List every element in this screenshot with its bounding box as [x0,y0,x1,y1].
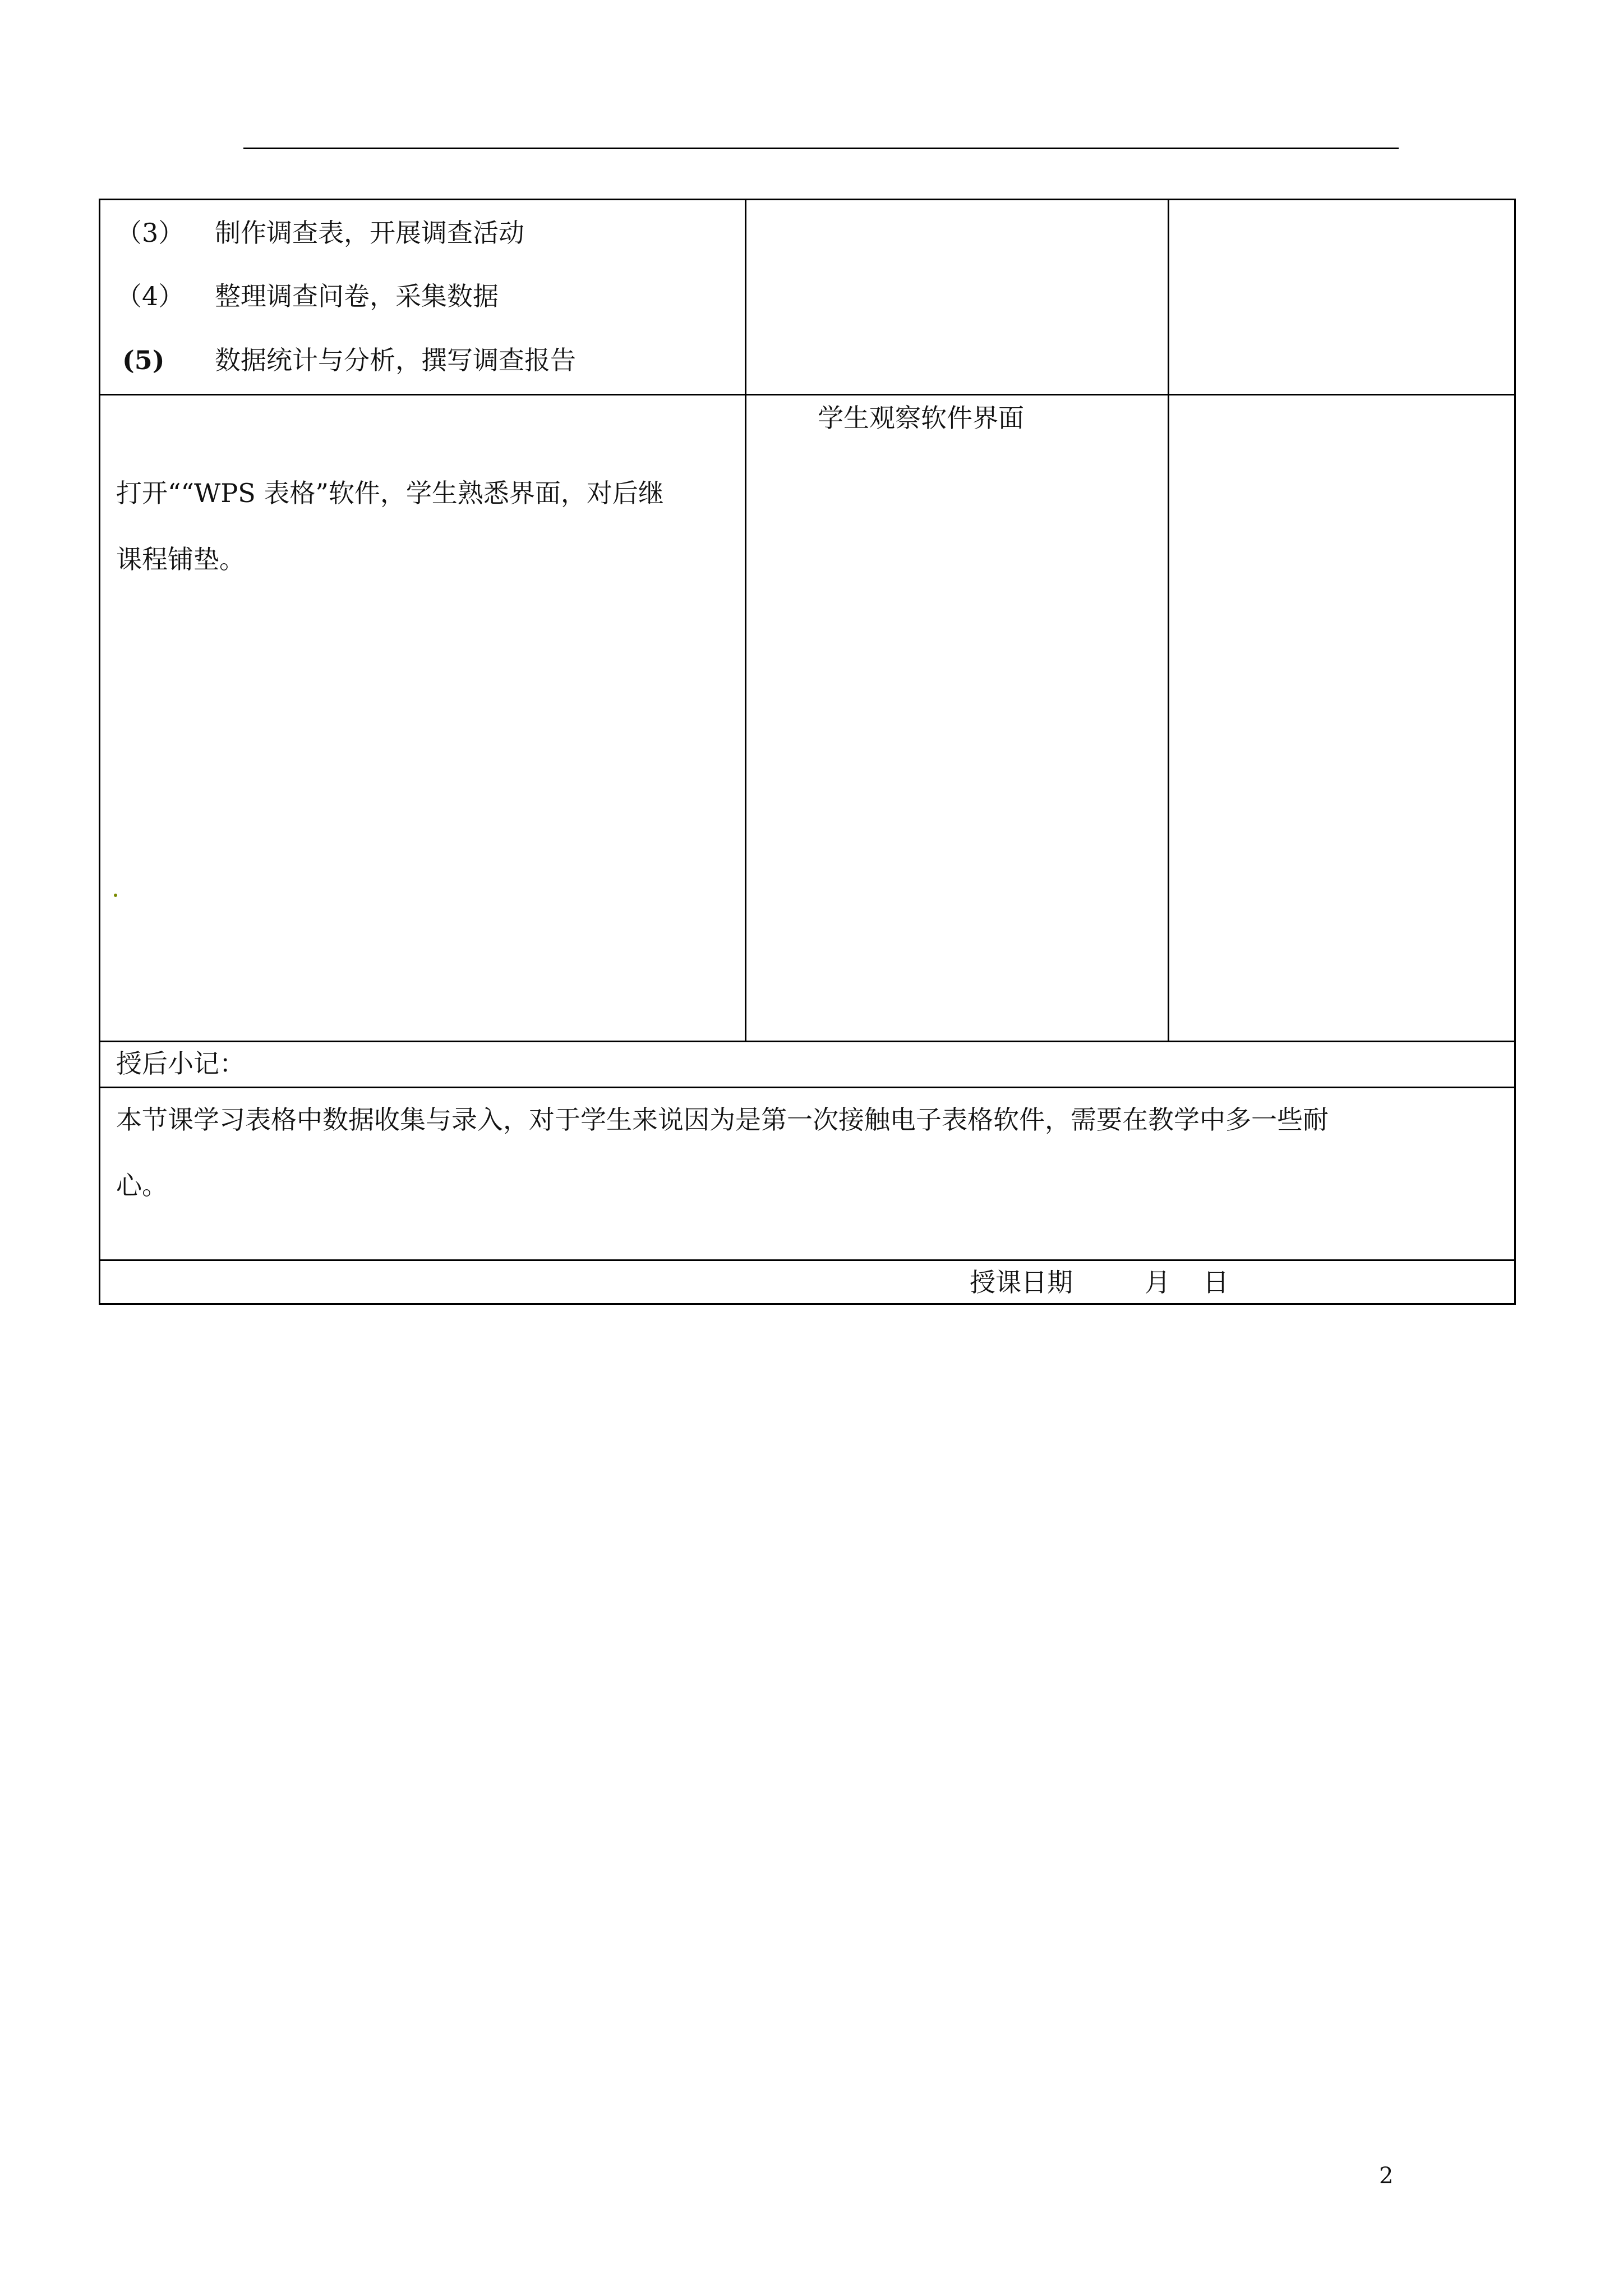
student-activity-text: 学生观察软件界面 [818,403,1024,433]
table-column-divider [1168,199,1169,1042]
reflection-body-line: 本节课学习表格中数据收集与录入，对于学生来说因为是第一次接触电子表格软件，需要在教学中多一些耐 [116,1105,1329,1135]
date-day: 日 [1203,1267,1229,1297]
header-rule [243,148,1399,149]
table-row-divider [99,1041,1516,1042]
teacher-activity-line: 课程铺垫。 [116,544,245,574]
reflection-heading: 授后小记： [116,1048,245,1079]
step-text: 制作调查表，开展调查活动 [215,218,524,248]
step-text: 整理调查问卷，采集数据 [215,281,499,311]
teacher-activity-line: 打开““WPS 表格”软件，学生熟悉界面，对后继 [116,478,664,508]
step-number: (5) [122,345,165,375]
table-border-top [99,199,1516,200]
table-column-divider [745,199,746,1042]
reflection-body-line: 心。 [116,1170,168,1200]
table-row-divider [99,1087,1516,1088]
step-number: （3） [116,218,185,248]
step-number: （4） [116,281,185,311]
date-month: 月 [1145,1267,1170,1297]
table-border-left [99,199,100,1305]
date-label: 授课日期 [970,1267,1073,1297]
table-row-divider [99,1259,1516,1261]
step-text: 数据统计与分析，撰写调查报告 [215,345,576,375]
table-row-divider [99,394,1516,395]
table-border-right [1514,199,1516,1305]
page-number: 2 [1379,2163,1394,2189]
ink-speck [114,894,117,897]
table-border-bottom [99,1303,1516,1305]
